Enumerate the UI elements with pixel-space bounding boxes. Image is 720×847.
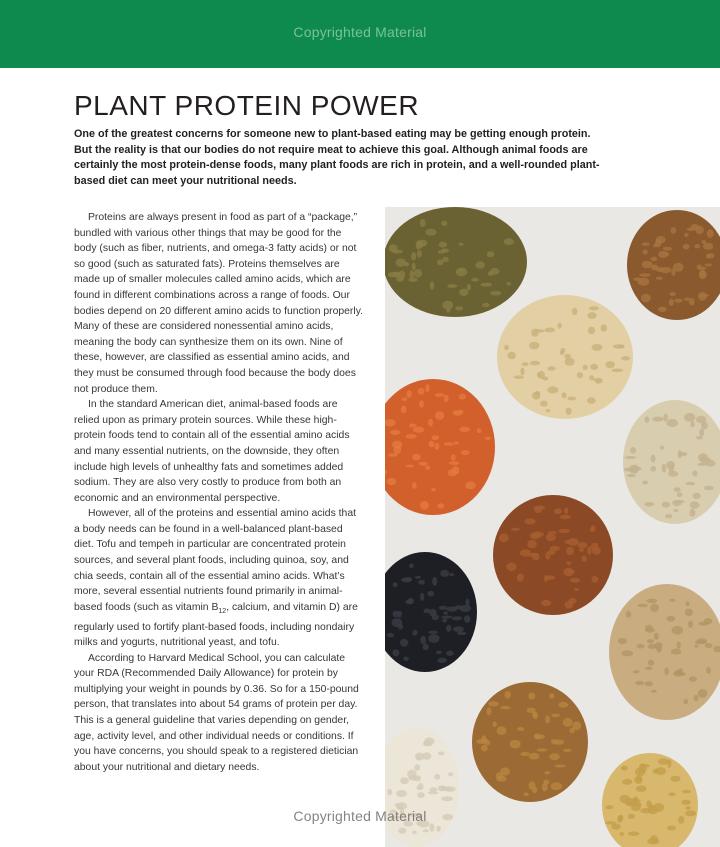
body-paragraph-2: In the standard American diet, animal-based foods are relied upon as primary protein sources. While these high-protein foods tend to contain all of the essential amino acids and many essential nutrients, on the downside, they often include high levels of unhealthy fats and sometimes added sodium. They are also very costly to produce from both an economic and an environmental perspective. bbox=[74, 399, 350, 504]
brown-rice-pile bbox=[609, 584, 720, 720]
protein-foods-photo bbox=[385, 207, 720, 847]
copyright-watermark-bottom: Copyrighted Material bbox=[293, 808, 427, 824]
page-title: PLANT PROTEIN POWER bbox=[74, 90, 420, 121]
intro-paragraph: One of the greatest concerns for someone new to plant-based eating may be getting enough protein. But the reality is that our bodies do not require meat to achieve this goal. Although animal foods are certainly the most protein-dense foods, many plant foods are rich in protein, and a well-rounded plant-based diet can meet your nutritional needs. bbox=[74, 128, 600, 187]
vitamin-b12-subscript: 12 bbox=[218, 607, 227, 615]
body-paragraph-3 bbox=[74, 506, 364, 650]
almonds-pile bbox=[493, 495, 613, 615]
body-paragraph-3-text-b: , calcium, and vitamin D) are regularly used to fortify plant-based foods, including nondairy milks and yogurts, nutritional yeast, and tofu. bbox=[74, 601, 358, 649]
cashews-pile bbox=[497, 295, 633, 419]
walnuts-pile bbox=[472, 682, 588, 802]
body-column bbox=[74, 210, 364, 775]
body-paragraph-1: Proteins are always present in food as part of a “package,” bundled with various other things that may be good for the body (such as fiber, nutrients, and omega-3 fatty acids) or not so good (such as saturated fats). Proteins themselves are made up of smaller molecules called amino acids, which are found in different combinations across a range of foods. Our bodies depend on 20 different amino acids to function properly. Many of these are considered nonessential amino acids, meaning the body can synthesize them on its own. Nine of these, however, are classified as essential amino acids, and they must be consumed through food because the body does not produce them. bbox=[74, 212, 364, 395]
protein-foods-illustration bbox=[385, 207, 720, 847]
lentils-pile bbox=[385, 207, 527, 317]
body-paragraph-3-text-a: However, all of the proteins and essential amino acids that a body needs can be found in a well-balanced plant-based diet. Tofu and tempeh in particular are concentrated protein sources, and several plant foods, including quinoa, soy, and chia seeds, contain all of the essential amino acids. What’s more, several essential nutrients found primarily in animal-based foods (such as vitamin B bbox=[74, 508, 356, 613]
body-paragraph-4: According to Harvard Medical School, you can calculate your RDA (Recommended Daily Allowance) for protein by multiplying your weight in pounds by 0.36. So for a 150-pound person, that translates into about 54 grams of protein per day. This is a general guideline that varies depending on gender, age, activity level, and other individual needs or conditions. If you have concerns, you should speak to a registered dietician about your nutritional and dietary needs. bbox=[74, 652, 359, 773]
copyright-watermark-top: Copyrighted Material bbox=[293, 24, 427, 40]
